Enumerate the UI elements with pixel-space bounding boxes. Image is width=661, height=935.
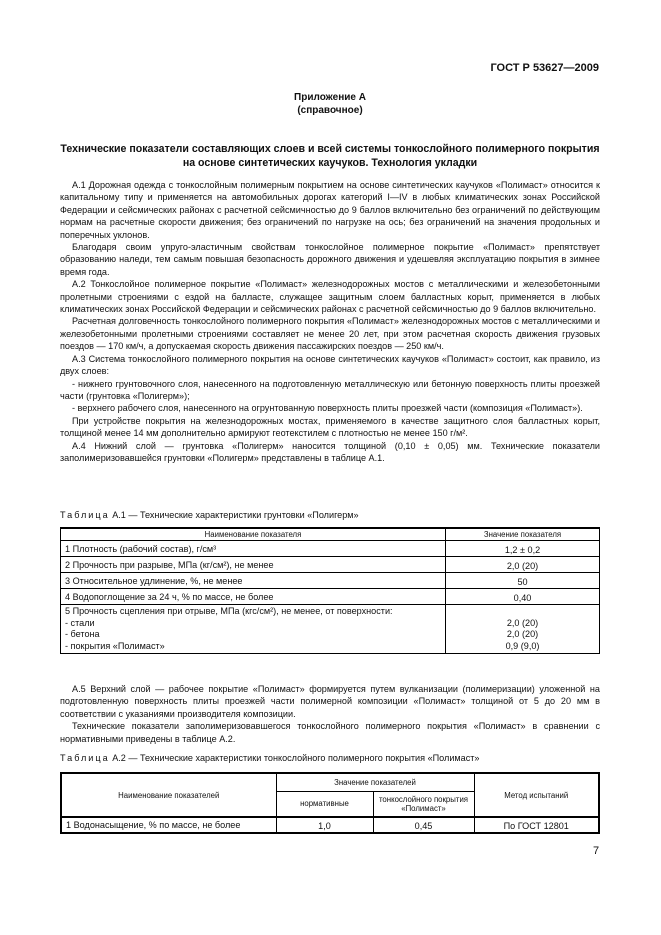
paragraph: При устройстве покрытия на железнодорожных мостах, применяемого в качестве защитного слоя балластных корыт, толщиной менее 14 мм дополнительно армируют геотекстилем с плотностью не менее 150 г/м². [60,415,600,439]
column-header: Значение показателя [446,528,600,541]
caption-word: Таблица [60,510,110,520]
paragraph: - нижнего грунтовочного слоя, нанесенного на подготовленную металлическую или бетонную поверхность плиты проезжей части (грунтовка «Полигерм»); [60,378,600,401]
column-header: Метод испытаний [474,773,599,817]
table2-caption [60,753,479,763]
sub-value: 2,0 (20) [506,617,539,628]
table1-caption [60,510,359,520]
cell: 3 Относительное удлинение, %, не менее [61,573,446,589]
body-text-2 [60,683,600,745]
paragraph: А.2 Тонкослойное полимерное покрытие «Полимаст» железнодорожных мостов с металлическими и железобетонными пролетными строениями с ездой на балласте, служащее защитным слоем балластных корыт, применяется в любых климатических зонах Российской Федерации и сейсмических районах с расчетной сейсмичностью до 9 баллов включительно. [60,279,600,315]
cell [61,605,446,654]
cell: По ГОСТ 12801 [474,817,599,833]
column-header: Значение показателей [276,773,474,791]
cell: 0,40 [446,589,600,605]
table-header-row [61,528,600,541]
sub-value: 2,0 (20) [506,629,539,639]
cell: 4 Водопоглощение за 24 ч, % по массе, не более [61,589,446,605]
cell: 0,45 [373,817,474,833]
paragraph: Технические показатели заполимеризовавшегося тонкослойного полимерного покрытия «Полимаст» в сравнении с нормативными приведены в таблице А.2. [60,721,600,744]
appendix-type: (справочное) [297,105,363,116]
sub-label: - бетона [65,629,100,639]
paragraph: А.5 Верхний слой — рабочее покрытие «Полимаст» формируется путем вулканизации (полимеризации) уложенной на подготовленную поверхность плиты проезжей части полимерной композиции «Полимаст» толщиной от 5 до 20 мм в соответствии с указаниями производителя композиции. [60,684,600,719]
table-a2 [60,772,600,834]
paragraph: Благодаря своим упруго-эластичным свойствам тонкослойное полимерное покрытие «Полимаст» препятствует образованию наледи, тем самым повышая безопасность дорожного движения и удешевляя эксплуатацию покрытия в зимнее время года. [60,242,600,277]
cell [446,605,600,654]
cell: 1 Водонасыщение, % по массе, не более [61,817,276,833]
cell: 50 [446,573,600,589]
paragraph: А.1 Дорожная одежда с тонкослойным полимерным покрытием на основе синтетических каучуков «Полимаст» относится к капитальному типу и применяется на автомобильных дорогах категорий I—IV в любых климатических зонах Российской Федерации и сейсмических районах с расчетной сейсмичностью до 9 баллов включительно без ограничений по действующим нормам на расчетные скорости движения; без ограничений по нагрузке на ось; без ограничений на значения продольных и поперечных уклонов. [60,180,600,240]
sub-label: - покрытия «Полимаст» [65,640,165,651]
table-header-row [61,773,599,791]
row-label: 5 Прочность сцепления при отрыве, МПа (кгс/см²), не менее, от поверхности: [65,606,393,616]
column-header: Наименование показателя [61,528,446,541]
standard-header: ГОСТ Р 53627—2009 [490,62,599,74]
caption-text: А.1 — Технические характеристики грунтовки «Полигерм» [112,510,359,520]
paragraph: - верхнего рабочего слоя, нанесенного на огрунтованную поверхность плиты проезжей части (композиция «Полимаст»). [72,403,583,414]
paragraph: Расчетная долговечность тонкослойного полимерного покрытия «Полимаст» железнодорожных мостов с металлическими и железобетонными пролетными строениями составляет не менее 20 лет, при этом расчетная скорость движения грузовых поездов — 170 км/ч, а допускаемая скорость движения пассажирских поездов — 250 км/ч. [60,316,600,352]
sub-value: 0,9 (9,0) [505,640,540,651]
paragraph: А.3 Система тонкослойного полимерного покрытия на основе синтетических каучуков «Полимаст» состоит, как правило, из двух слоев: [60,353,600,377]
appendix-heading [60,91,600,117]
table-row [61,557,600,573]
column-header: тонкослойного покрытия «Полимаст» [373,791,474,817]
page-number: 7 [593,845,600,857]
table-a1 [60,527,600,654]
column-header: Наименование показателей [61,773,276,817]
appendix-title: Технические показатели составляющих слоев и всей системы тонкослойного полимерного покрытия на основе синтетических каучуков. Технология укладки [60,143,600,169]
sub-label: - стали [65,617,95,628]
table-row [61,573,600,589]
table-row [61,541,600,557]
cell: 2 Прочность при разрыве, МПа (кг/см²), не менее [61,557,446,573]
table-row [61,589,600,605]
cell: 1 Плотность (рабочий состав), г/см³ [61,541,446,557]
column-header: нормативные [276,791,373,817]
table-row [61,817,599,833]
caption-word: Таблица [60,753,110,763]
appendix-label: Приложение А [294,92,366,103]
cell: 1,2 ± 0,2 [446,541,600,557]
paragraph: А.4 Нижний слой — грунтовка «Полигерм» наносится толщиной (0,10 ± 0,05) мм. Технические показатели заполимеризовавшейся грунтовки «Полигерм» представлены в таблице А.1. [60,440,600,463]
cell: 2,0 (20) [446,557,600,573]
body-text [60,179,600,464]
table-row [61,605,600,654]
caption-text: А.2 — Технические характеристики тонкослойного полимерного покрытия «Полимаст» [112,753,480,763]
cell: 1,0 [276,817,373,833]
